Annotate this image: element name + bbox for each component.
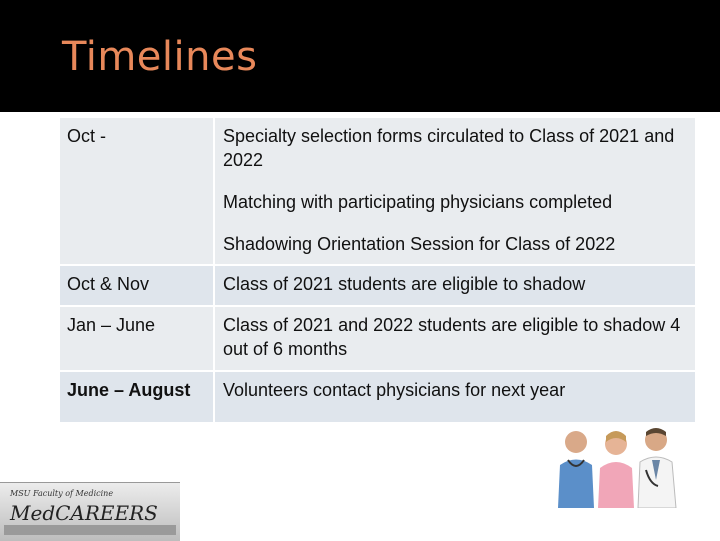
timeline-detail xyxy=(215,118,695,264)
timeline-detail-line: Shadowing Orientation Session for Class of 2022 xyxy=(223,234,616,254)
page-title: Timelines xyxy=(62,34,258,80)
timeline-date: Jan – June xyxy=(60,307,213,370)
logo-subtitle: MSU Faculty of Medicine xyxy=(10,489,114,498)
timeline-detail xyxy=(215,372,695,422)
medcareers-logo xyxy=(0,482,180,541)
timeline-detail-line: Matching with participating physicians completed xyxy=(223,192,613,212)
timeline-detail xyxy=(215,307,695,370)
table-row xyxy=(60,118,695,264)
timeline-date: Oct - xyxy=(60,118,213,264)
logo-stripe xyxy=(4,525,176,535)
table-row xyxy=(60,307,695,370)
timeline-detail-line: Class of 2021 and 2022 students are eligible to shadow 4 out of 6 months xyxy=(223,315,681,359)
timeline-detail-line: Volunteers contact physicians for next year xyxy=(223,380,566,400)
table-row xyxy=(60,266,695,305)
medical-staff-photo xyxy=(546,420,686,508)
timeline-table xyxy=(60,118,695,424)
timeline-detail-line: Class of 2021 students are eligible to shadow xyxy=(223,274,586,294)
logo-name: MedCAREERS xyxy=(10,501,158,525)
table-row xyxy=(60,372,695,422)
timeline-detail-line: Specialty selection forms circulated to Class of 2021 and 2022 xyxy=(223,126,675,170)
timeline-date: Oct & Nov xyxy=(60,266,213,305)
timeline-detail xyxy=(215,266,695,305)
timeline-date: June – August xyxy=(60,372,213,422)
